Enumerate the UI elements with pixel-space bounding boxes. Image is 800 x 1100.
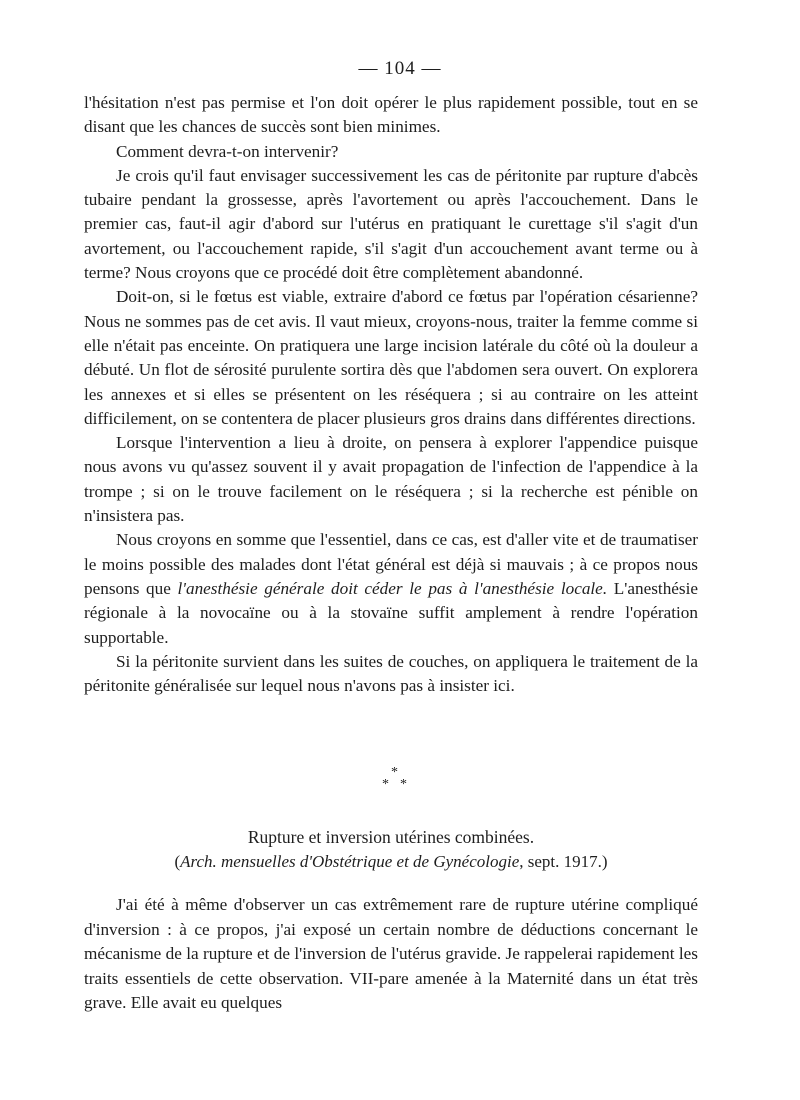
asterism-star-left: * xyxy=(382,777,389,792)
paragraph-6 xyxy=(84,528,698,649)
paragraph-6-text-start: Nous croyons en somme que l'essentiel, dans ce cas, est d'aller vite et de traumatiser le moins possible des malades dont l'état général est déjà si mauvais ; à ce propos nous pensons que xyxy=(84,530,698,598)
paragraph-6-emphasis: l'anesthésie générale doit céder le pas à l'anesthésie locale. xyxy=(177,578,608,598)
body-text xyxy=(84,91,698,698)
paragraph-5: Lorsque l'intervention a lieu à droite, on pensera à explorer l'appendice puisque nous avons vu qu'assez souvent il y avait propagation de l'infection de l'appendice à la trompe ; si on le trouve facilement on le réséquera ; si la recherche est pénible on n'insistera pas. xyxy=(84,433,698,526)
page-number: — 104 — xyxy=(358,58,442,79)
citation-open-paren: ( xyxy=(174,852,181,871)
paragraph-4: Doit-on, si le fœtus est viable, extraire d'abord ce fœtus par l'opération césarienne? Nous ne sommes pas de cet avis. Il vaut mieux, croyons-nous, traiter la femme comme si elle n'était pas enceinte. On pratiquera une large incision latérale du côté où la douleur a débuté. Un flot de sérosité purulente sortira dès que l'abdomen sera ouvert. On explorera les annexes et si elles se présentent on les réséquera ; si au contraire on les atteint difficilement, on se contentera de placer plusieurs gros drains dans différentes directions. xyxy=(84,287,698,428)
paragraph-7: Si la péritonite survient dans les suites de couches, on appliquera le traitement de la péritonite généralisée sur lequel nous n'avons pas à insister ici. xyxy=(84,651,698,696)
paragraph-3: Je crois qu'il faut envisager successivement les cas de péritonite par rupture d'abcès tubaire pendant la grossesse, après l'avortement ou après l'accouchement. Dans le premier cas, faut-il agir d'abord sur l'utérus en pratiquant le curettage s'il s'agit d'un avortement, ou l'accouchement rapide, s'il s'agit d'un accouchement avant terme ou à terme? Nous croyons que ce procédé doit être complètement abandonné. xyxy=(84,165,698,283)
paragraph-1: l'hésitation n'est pas permise et l'on doit opérer le plus rapidement possible, tout en se disant que les chances de succès sont bien minimes. xyxy=(84,93,698,137)
paragraph-2: Comment devra-t-on intervenir? xyxy=(116,141,339,161)
citation-date: , sept. 1917.) xyxy=(519,852,608,871)
citation-journal: Arch. mensuelles d'Obstétrique et de Gynécologie xyxy=(180,852,520,871)
section-body-text xyxy=(84,893,698,1016)
asterism-star-right: * xyxy=(400,777,407,792)
section-paragraph-1: J'ai été à même d'observer un cas extrêmement rare de rupture utérine compliqué d'inversion : à ce propos, j'ai exposé un certain nombre de déductions concernant le mécanisme de la rupture et de l'inversion de l'utérus gravide. Je rappelerai rapidement les traits essentiels de cette observation. VII-pare amenée à la Maternité dans un état très grave. Elle avait eu quelques xyxy=(84,895,698,1012)
paragraph-6-text-end: L'anesthésie régionale à la novocaïne ou à la stovaïne suffit amplement à rendre l'opération supportable. xyxy=(84,578,699,647)
asterism-star-top: * xyxy=(391,765,398,780)
section-source-citation xyxy=(84,851,698,873)
section-title: Rupture et inversion utérines combinées. xyxy=(247,827,535,847)
section-divider-asterism xyxy=(376,766,416,796)
